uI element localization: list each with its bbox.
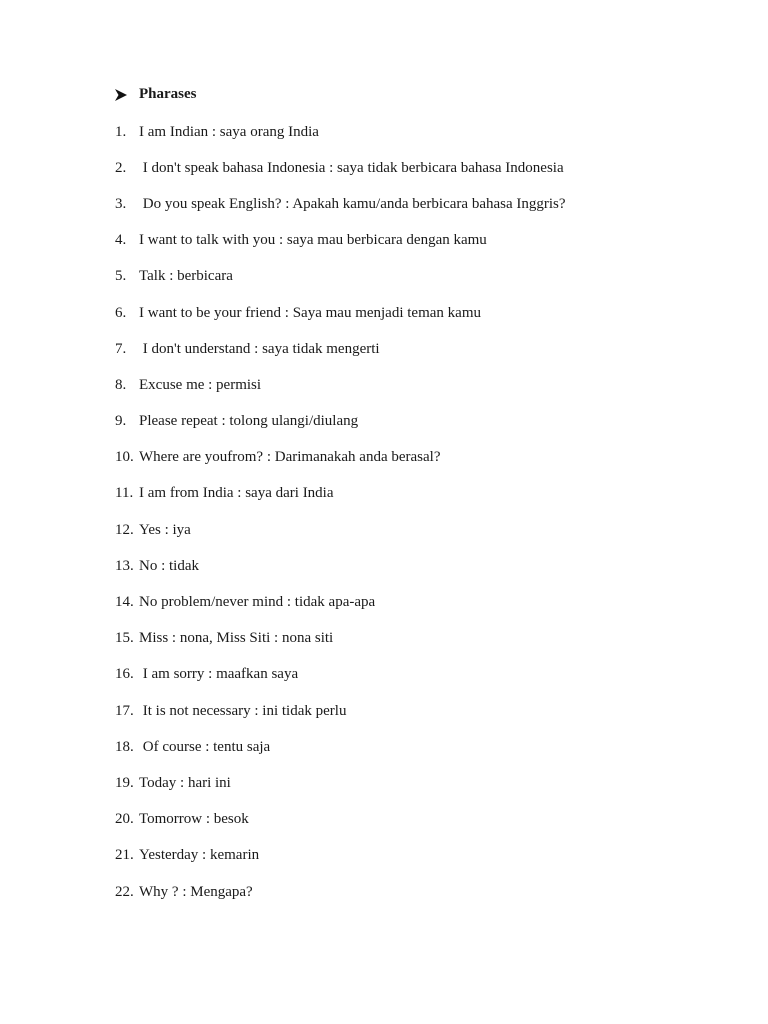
list-item-number: 20. [115,811,134,828]
section-title: Pharases [139,86,197,102]
phrase-list [115,114,566,910]
list-item-number: 15. [115,630,134,647]
list-item [115,512,566,548]
arrowhead-bullet-icon [114,88,128,102]
list-item-number: 13. [115,557,134,574]
list-item [115,729,566,765]
list-item-text: Do you speak English? : Apakah kamu/anda berbicara bahasa Inggris? [139,195,566,212]
list-item-number: 14. [115,594,134,611]
section-heading [114,86,197,103]
list-item-number: 17. [115,702,134,719]
list-item-number: 19. [115,774,134,791]
list-item-text: I don't understand : saya tidak mengerti [139,340,380,357]
list-item [115,838,566,874]
list-item-text: I am sorry : maafkan saya [139,666,299,683]
list-item-number: 11. [115,485,134,502]
list-item [115,223,566,259]
list-item-number: 7. [115,340,127,357]
list-item [115,295,566,331]
list-item-text: Talk : berbicara [139,268,233,285]
list-item-number: 6. [115,304,127,321]
list-item-text: Yes : iya [139,521,191,538]
list-item-text: It is not necessary : ini tidak perlu [139,702,347,719]
list-item-number: 4. [115,232,127,249]
list-item-text: Miss : nona, Miss Siti : nona siti [139,630,334,647]
list-item-number: 5. [115,268,127,285]
list-item [115,114,566,150]
list-item-number: 21. [115,847,134,864]
list-item-text: No problem/never mind : tidak apa-apa [139,594,376,611]
list-item-text: Yesterday : kemarin [139,847,260,864]
list-item [115,765,566,801]
list-item [115,584,566,620]
list-item-number: 1. [115,123,127,140]
list-item [115,440,566,476]
list-item [115,367,566,403]
list-item-text: Please repeat : tolong ulangi/diulang [139,413,359,430]
list-item [115,621,566,657]
list-item-text: I want to be your friend : Saya mau menjadi teman kamu [139,304,481,321]
list-item-number: 16. [115,666,134,683]
list-item-text: Tomorrow : besok [139,811,249,828]
list-item-text: Of course : tentu saja [139,738,271,755]
list-item [115,657,566,693]
list-item [115,874,566,910]
list-item [115,186,566,222]
list-item-number: 8. [115,376,127,393]
list-item-text: Today : hari ini [139,774,231,791]
list-item-number: 9. [115,413,127,430]
list-item [115,476,566,512]
list-item-number: 2. [115,159,127,176]
list-item-number: 22. [115,883,134,900]
list-item-text: I don't speak bahasa Indonesia : saya tidak berbicara bahasa Indonesia [139,159,564,176]
list-item-text: Why ? : Mengapa? [139,883,253,900]
list-item [115,404,566,440]
list-item-text: I am Indian : saya orang India [139,123,319,140]
list-item [115,548,566,584]
list-item-number: 12. [115,521,134,538]
list-item-number: 3. [115,195,127,212]
list-item-text: No : tidak [139,557,199,574]
list-item [115,802,566,838]
list-item [115,259,566,295]
list-item-number: 18. [115,738,134,755]
list-item [115,150,566,186]
list-item-number: 10. [115,449,134,466]
list-item-text: Where are youfrom? : Darimanakah anda berasal? [139,449,441,466]
list-item-text: Excuse me : permisi [139,376,262,393]
list-item [115,331,566,367]
list-item-text: I want to talk with you : saya mau berbicara dengan kamu [139,232,487,249]
list-item [115,693,566,729]
list-item-text: I am from India : saya dari India [139,485,334,502]
